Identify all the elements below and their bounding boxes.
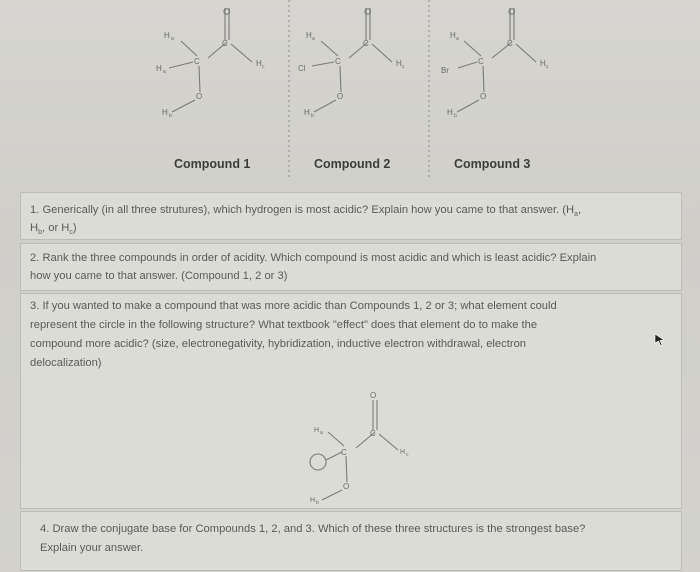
- atom-O: O: [337, 92, 344, 101]
- atom-H: H: [162, 108, 168, 117]
- atom-C: C: [222, 39, 228, 48]
- atom-H: H: [164, 31, 170, 40]
- atom-sub: c: [406, 452, 409, 458]
- atom-O: O: [370, 391, 377, 400]
- compound-structures-panel: [0, 0, 700, 180]
- atom-sub: a: [171, 36, 174, 42]
- question-3-line-4: delocalization): [30, 357, 102, 369]
- atom-sub: b: [311, 113, 314, 119]
- atom-H: H: [310, 497, 316, 504]
- question-1-text-cont: $H_b$, or $H_c$): [30, 222, 77, 237]
- question-2-line-1: 2. Rank the three compounds in order of acidity. Which compound is most acidic and which is least acidic? Explain: [30, 252, 597, 264]
- question-3-line-3: compound more acidic? (size, electronegativity, hybridization, inductive electron withdrawal, electron: [30, 338, 527, 350]
- atom-O: O: [507, 7, 517, 15]
- atom-C: C: [478, 57, 484, 66]
- atom-C: C: [363, 39, 369, 48]
- atom-O: O: [343, 482, 350, 491]
- compound-2-structure: [312, 8, 392, 112]
- substituent-2: Cl: [298, 64, 306, 73]
- atom-H: H: [400, 449, 406, 456]
- atom-H: H: [256, 59, 262, 68]
- substituent-3: Br: [441, 66, 449, 75]
- question-3-structure: [280, 388, 420, 508]
- atom-C: C: [507, 39, 513, 48]
- atom-O: O: [363, 7, 373, 15]
- atom-sub: c: [402, 64, 405, 70]
- question-3-line-2: represent the circle in the following structure? What textbook "effect" does that element do to make the: [30, 319, 538, 331]
- atom-sub: a: [163, 69, 166, 75]
- unknown-atom-circle: [310, 454, 326, 470]
- atom-O: O: [196, 92, 203, 101]
- compound-3-structure: [457, 8, 536, 112]
- question-2-line-2: how you came to that answer. (Compound 1, 2 or 3): [30, 270, 288, 282]
- atom-H: H: [306, 31, 312, 40]
- atom-C: C: [370, 429, 376, 438]
- atom-H: H: [304, 108, 310, 117]
- atom-O: O: [222, 7, 232, 15]
- atom-H: H: [540, 59, 546, 68]
- atom-sub: b: [316, 500, 319, 506]
- atom-sub: a: [456, 36, 459, 42]
- atom-O: O: [480, 92, 487, 101]
- mouse-cursor-icon: [654, 333, 666, 352]
- atom-C: C: [194, 57, 200, 66]
- atom-H: H: [447, 108, 453, 117]
- compound-1-structure: [169, 8, 252, 112]
- substituent-1: H: [156, 64, 162, 73]
- atom-sub: a: [320, 430, 323, 436]
- atom-H: H: [450, 31, 456, 40]
- atom-C: C: [335, 57, 341, 66]
- atom-C: C: [341, 448, 347, 457]
- compound-1-label: Compound 1: [174, 157, 251, 171]
- atom-sub: b: [454, 113, 457, 119]
- question-4-line-1: 4. Draw the conjugate base for Compounds 1, 2, and 3. Which of these three structures is the strongest base?: [40, 523, 586, 535]
- atom-H: H: [396, 59, 402, 68]
- atom-sub: c: [262, 64, 265, 70]
- question-3-line-1: 3. If you wanted to make a compound that was more acidic than Compounds 1, 2 or 3; what element could: [30, 300, 557, 312]
- atom-sub: a: [312, 36, 315, 42]
- atom-H: H: [314, 427, 320, 434]
- compound-2-label: Compound 2: [314, 157, 391, 171]
- compound-3-label: Compound 3: [454, 157, 531, 171]
- atom-sub: b: [169, 113, 172, 119]
- atom-sub: c: [546, 64, 549, 70]
- question-1-text: 1. Generically (in all three strutures), which hydrogen is most acidic? Explain how you came to that answer. ($H_a$,: [30, 204, 582, 219]
- question-4-line-2: Explain your answer.: [40, 542, 144, 554]
